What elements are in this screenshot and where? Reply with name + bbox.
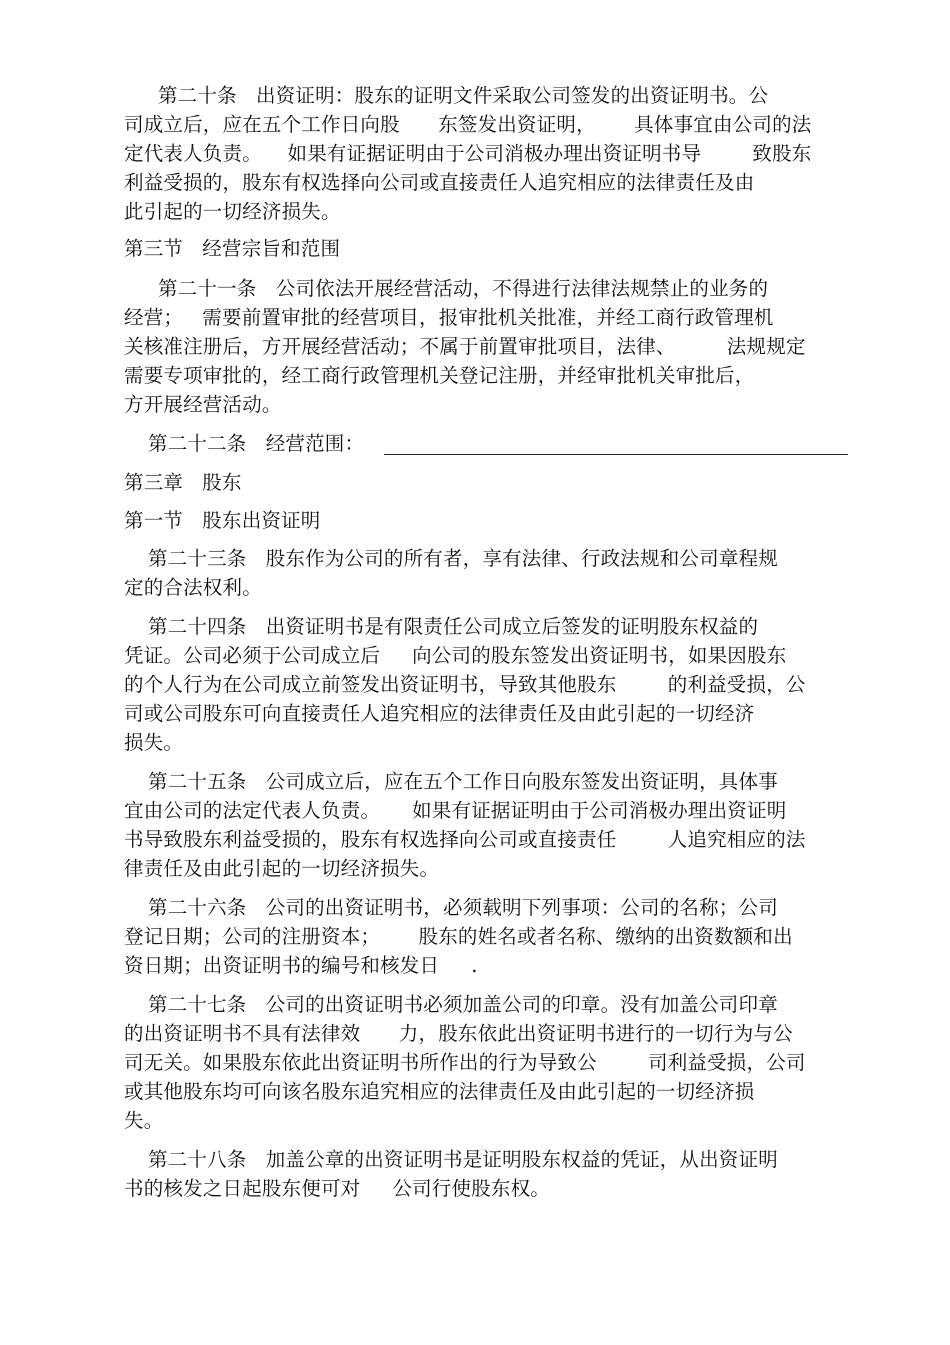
article-27-line-4: 或其他股东均可向该名股东追究相应的法律责任及由此引起的一切经济损 xyxy=(124,1080,755,1103)
article-25-line-1: 第二十五条 公司成立后，应在五个工作日向股东签发出资证明，具体事 xyxy=(148,770,778,793)
section-3-heading: 第三节 经营宗旨和范围 xyxy=(124,237,341,260)
article-20-line-1: 第二十条 出资证明：股东的证明文件采取公司签发的出资证明书。公 xyxy=(158,84,769,107)
business-scope-blank-line xyxy=(384,454,848,455)
article-28-line-1: 第二十八条 加盖公章的出资证明书是证明股东权益的凭证，从出资证明 xyxy=(148,1148,778,1171)
article-24-line-5: 损失。 xyxy=(124,731,184,754)
chapter-3-heading: 第三章 股东 xyxy=(124,471,242,494)
article-24-line-2: 凭证。公司必须于公司成立后 向公司的股东签发出资证明书，如果因股东 xyxy=(124,644,787,667)
article-20-line-5: 此引起的一切经济损失。 xyxy=(124,200,341,223)
section-1-heading: 第一节 股东出资证明 xyxy=(124,509,321,532)
article-28-line-2: 书的核发之日起股东便可对 公司行使股东权。 xyxy=(124,1177,550,1200)
article-27-line-1: 第二十七条 公司的出资证明书必须加盖公司的印章。没有加盖公司印章 xyxy=(148,993,778,1016)
article-21-line-2: 经营； 需要前置审批的经营项目，报审批机关批准，并经工商行政管理机 xyxy=(124,306,774,329)
article-20-line-2: 司成立后，应在五个工作日向股 东签发出资证明， 具体事宜由公司的法 xyxy=(124,113,812,136)
article-21-line-4: 需要专项审批的，经工商行政管理机关登记注册，并经审批机关审批后， xyxy=(124,364,755,387)
article-20-line-3: 定代表人负责。 如果有证据证明由于公司消极办理出资证明书导 致股东 xyxy=(124,142,812,165)
article-27-line-3: 司无关。如果股东依此出资证明书所作出的行为导致公 司利益受损，公司 xyxy=(124,1051,806,1074)
article-25-line-2: 宜由公司的法定代表人负责。 如果有证据证明由于公司消极办理出资证明 xyxy=(124,799,787,822)
article-24-line-3: 的个人行为在公司成立前签发出资证明书，导致其他股东 的利益受损，公 xyxy=(124,673,806,696)
article-21-line-5: 方开展经营活动。 xyxy=(124,393,282,416)
article-26-line-2: 登记日期；公司的注册资本； 股东的姓名或者名称、缴纳的出资数额和出 xyxy=(124,925,793,948)
article-21-line-3: 关核准注册后，方开展经营活动；不属于前置审批项目，法律、 法规规定 xyxy=(124,335,806,358)
article-24-line-1: 第二十四条 出资证明书是有限责任公司成立后签发的证明股东权益的 xyxy=(148,615,759,638)
article-25-line-3: 书导致股东利益受损的，股东有权选择向公司或直接责任 人追究相应的法 xyxy=(124,828,806,851)
article-22-label: 第二十二条 经营范围： xyxy=(148,432,365,455)
article-26-line-3: 资日期；出资证明书的编号和核发日 . xyxy=(124,954,478,977)
article-20-line-4: 利益受损的，股东有权选择向公司或直接责任人追究相应的法律责任及由 xyxy=(124,171,755,194)
article-24-line-4: 司或公司股东可向直接责任人追究相应的法律责任及由此引起的一切经济 xyxy=(124,702,755,725)
article-27-line-5: 失。 xyxy=(124,1109,164,1132)
article-25-line-4: 律责任及由此引起的一切经济损失。 xyxy=(124,857,440,880)
article-23-line-1: 第二十三条 股东作为公司的所有者，享有法律、行政法规和公司章程规 xyxy=(148,547,778,570)
article-27-line-2: 的出资证明书不具有法律效 力，股东依此出资证明书进行的一切行为与公 xyxy=(124,1022,793,1045)
article-26-line-1: 第二十六条 公司的出资证明书，必须载明下列事项：公司的名称；公司 xyxy=(148,896,778,919)
article-23-line-2: 定的合法权利。 xyxy=(124,576,262,599)
article-21-line-1: 第二十一条 公司依法开展经营活动，不得进行法律法规禁止的业务的 xyxy=(158,277,769,300)
